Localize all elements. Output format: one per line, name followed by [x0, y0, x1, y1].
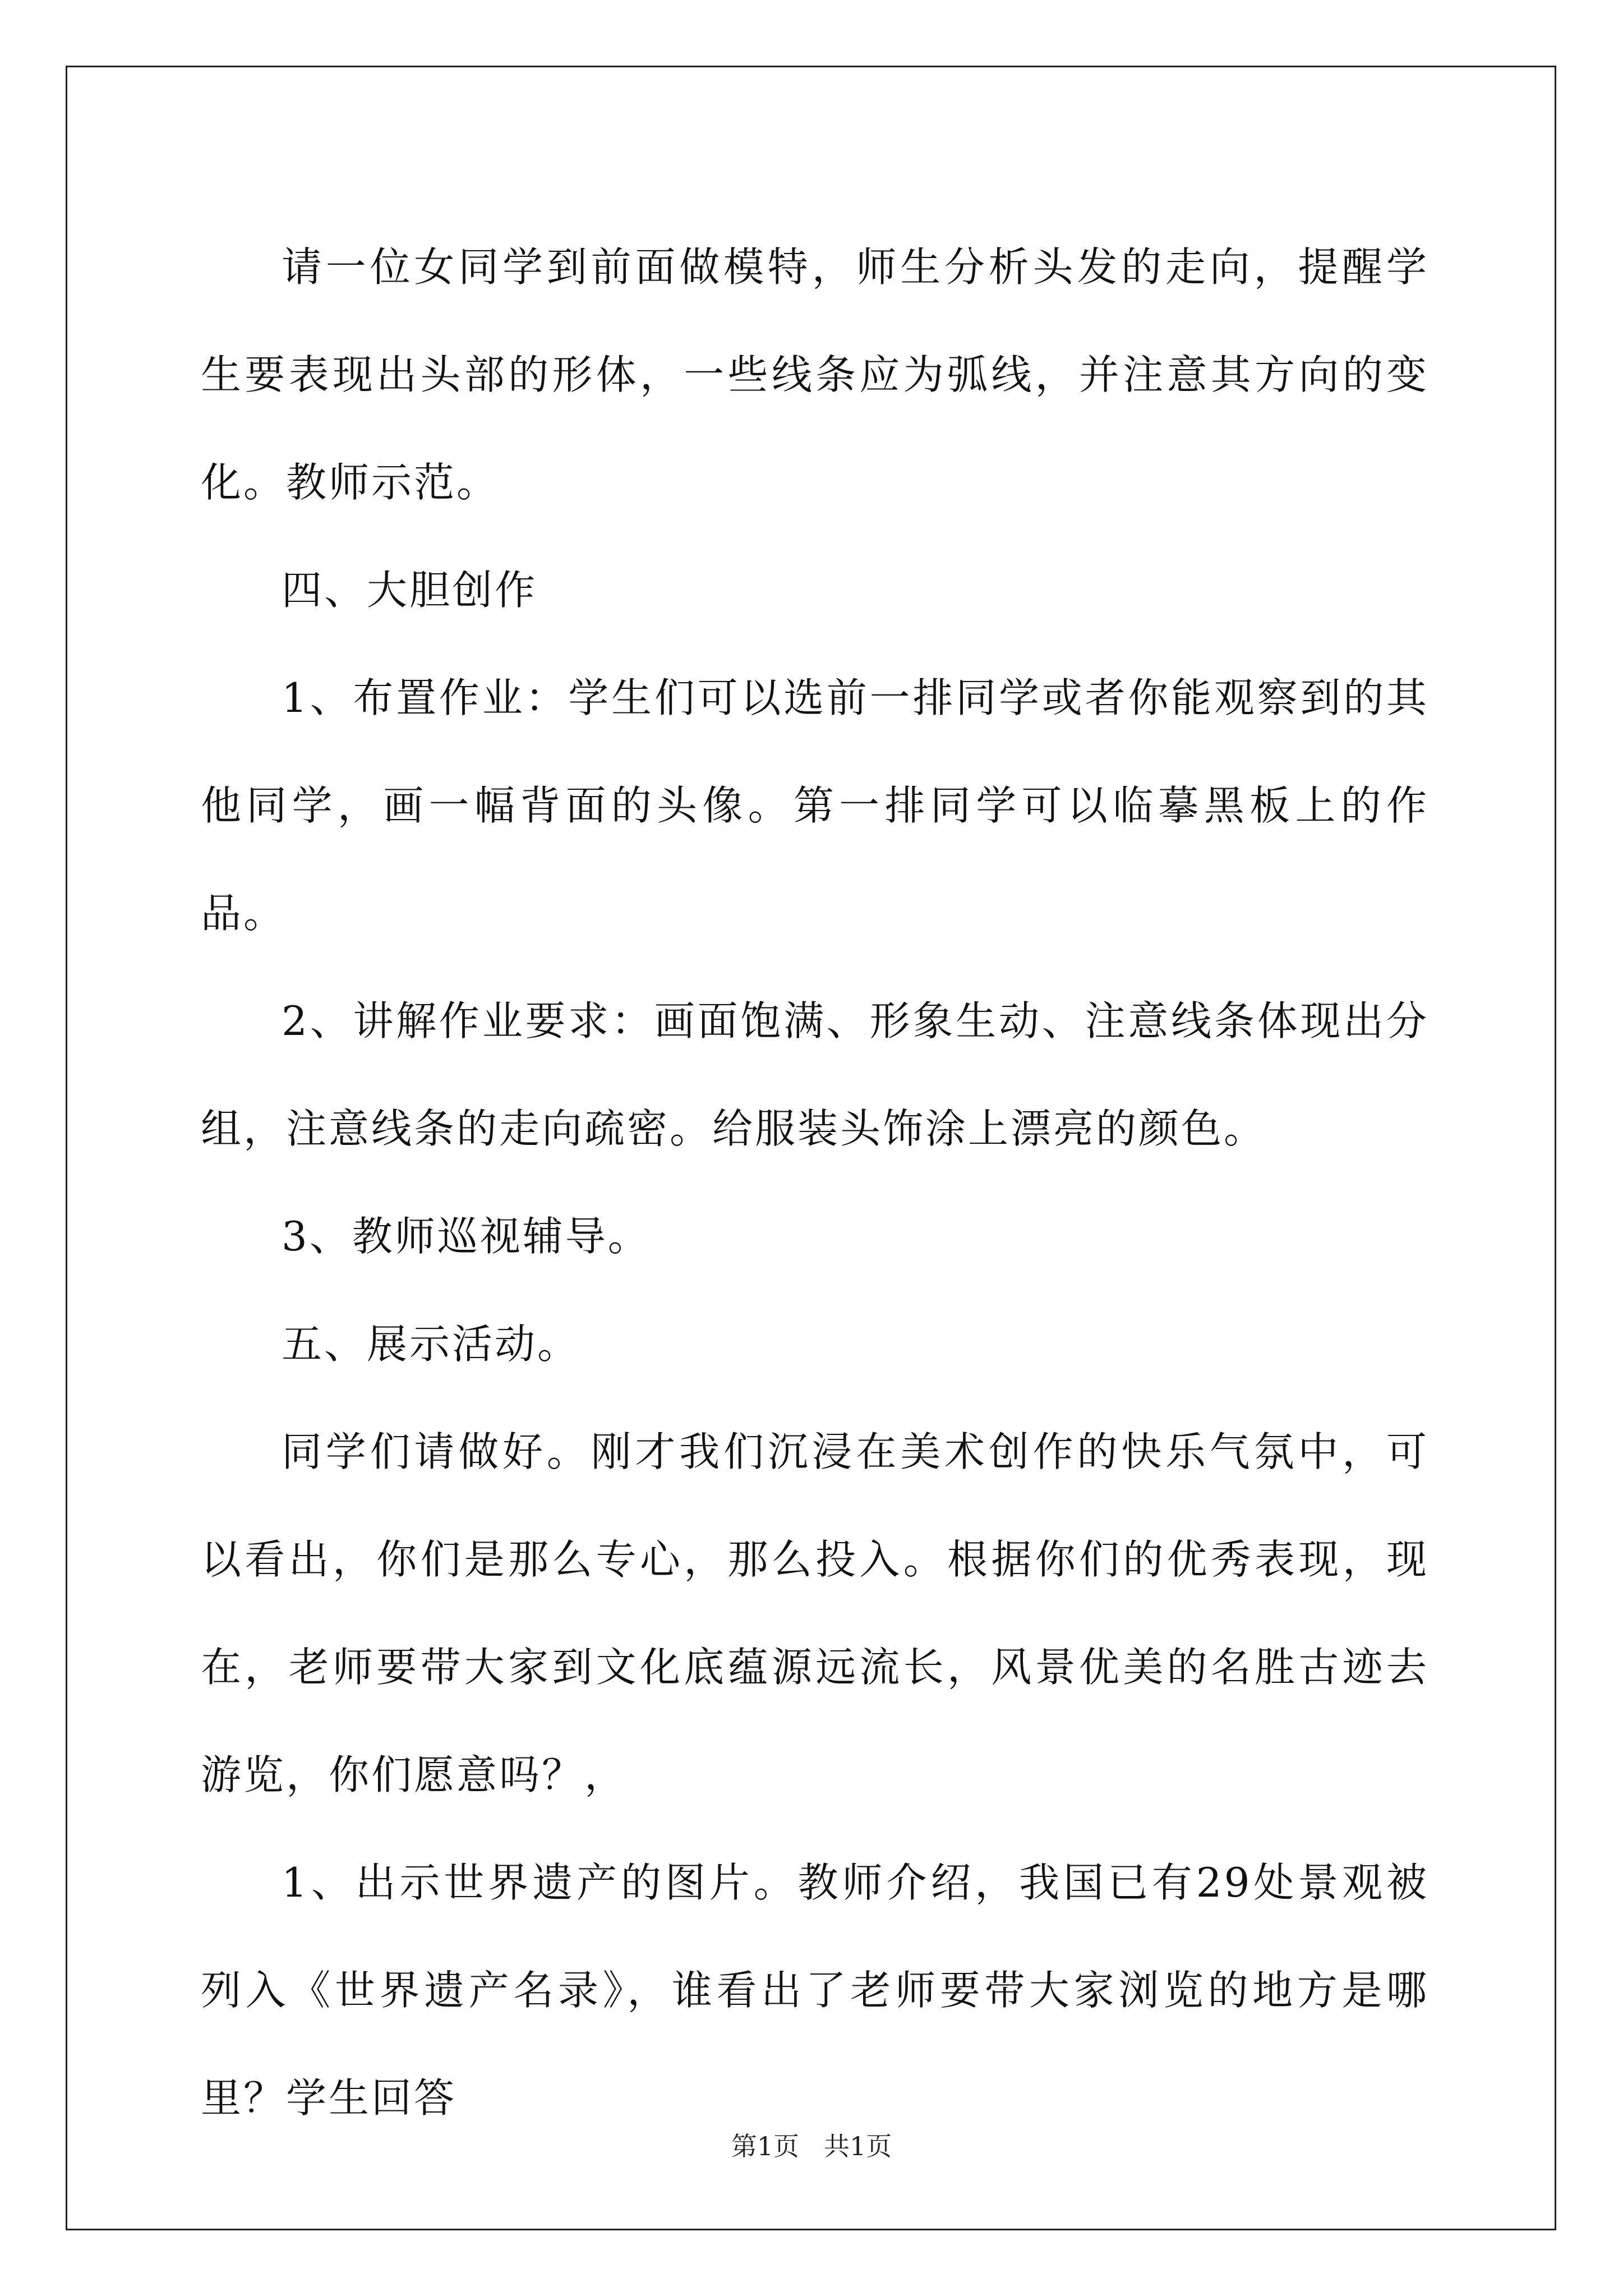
section-heading: 四、大胆创作 — [282, 567, 538, 614]
page-number: 第1页 — [731, 2131, 800, 2161]
page-footer — [0, 2126, 1623, 2163]
paragraph: 1、出示世界遗产的图片。教师介绍，我国已有29处景观被列入《世界遗产名录》，谁看出了老师要带大家浏览的地方是哪里？学生回答 — [201, 1859, 1429, 2122]
paragraph: 2、讲解作业要求：画面饱满、形象生动、注意线条体现出分组，注意线条的走向疏密。给服装头饰涂上漂亮的颜色。 — [201, 997, 1429, 1152]
paragraph: 请一位女同学到前面做模特，师生分析头发的走向，提醒学生要表现出头部的形体，一些线条应为弧线，并注意其方向的变化。教师示范。 — [201, 243, 1429, 506]
document-body — [201, 213, 1429, 2152]
paragraph: 3、教师巡视辅导。 — [282, 1213, 651, 1260]
paragraph: 1、布置作业：学生们可以选前一排同学或者你能观察到的其他同学，画一幅背面的头像。第一排同学可以临摹黑板上的作品。 — [201, 674, 1429, 937]
page-total: 共1页 — [823, 2131, 892, 2161]
paragraph: 同学们请做好。刚才我们沉浸在美术创作的快乐气氛中，可以看出，你们是那么专心，那么投入。根据你们的优秀表现，现在，老师要带大家到文化底蕴源远流长，风景优美的名胜古迹去游览，你们愿意吗？， — [201, 1428, 1429, 1798]
section-heading: 五、展示活动。 — [282, 1320, 580, 1368]
